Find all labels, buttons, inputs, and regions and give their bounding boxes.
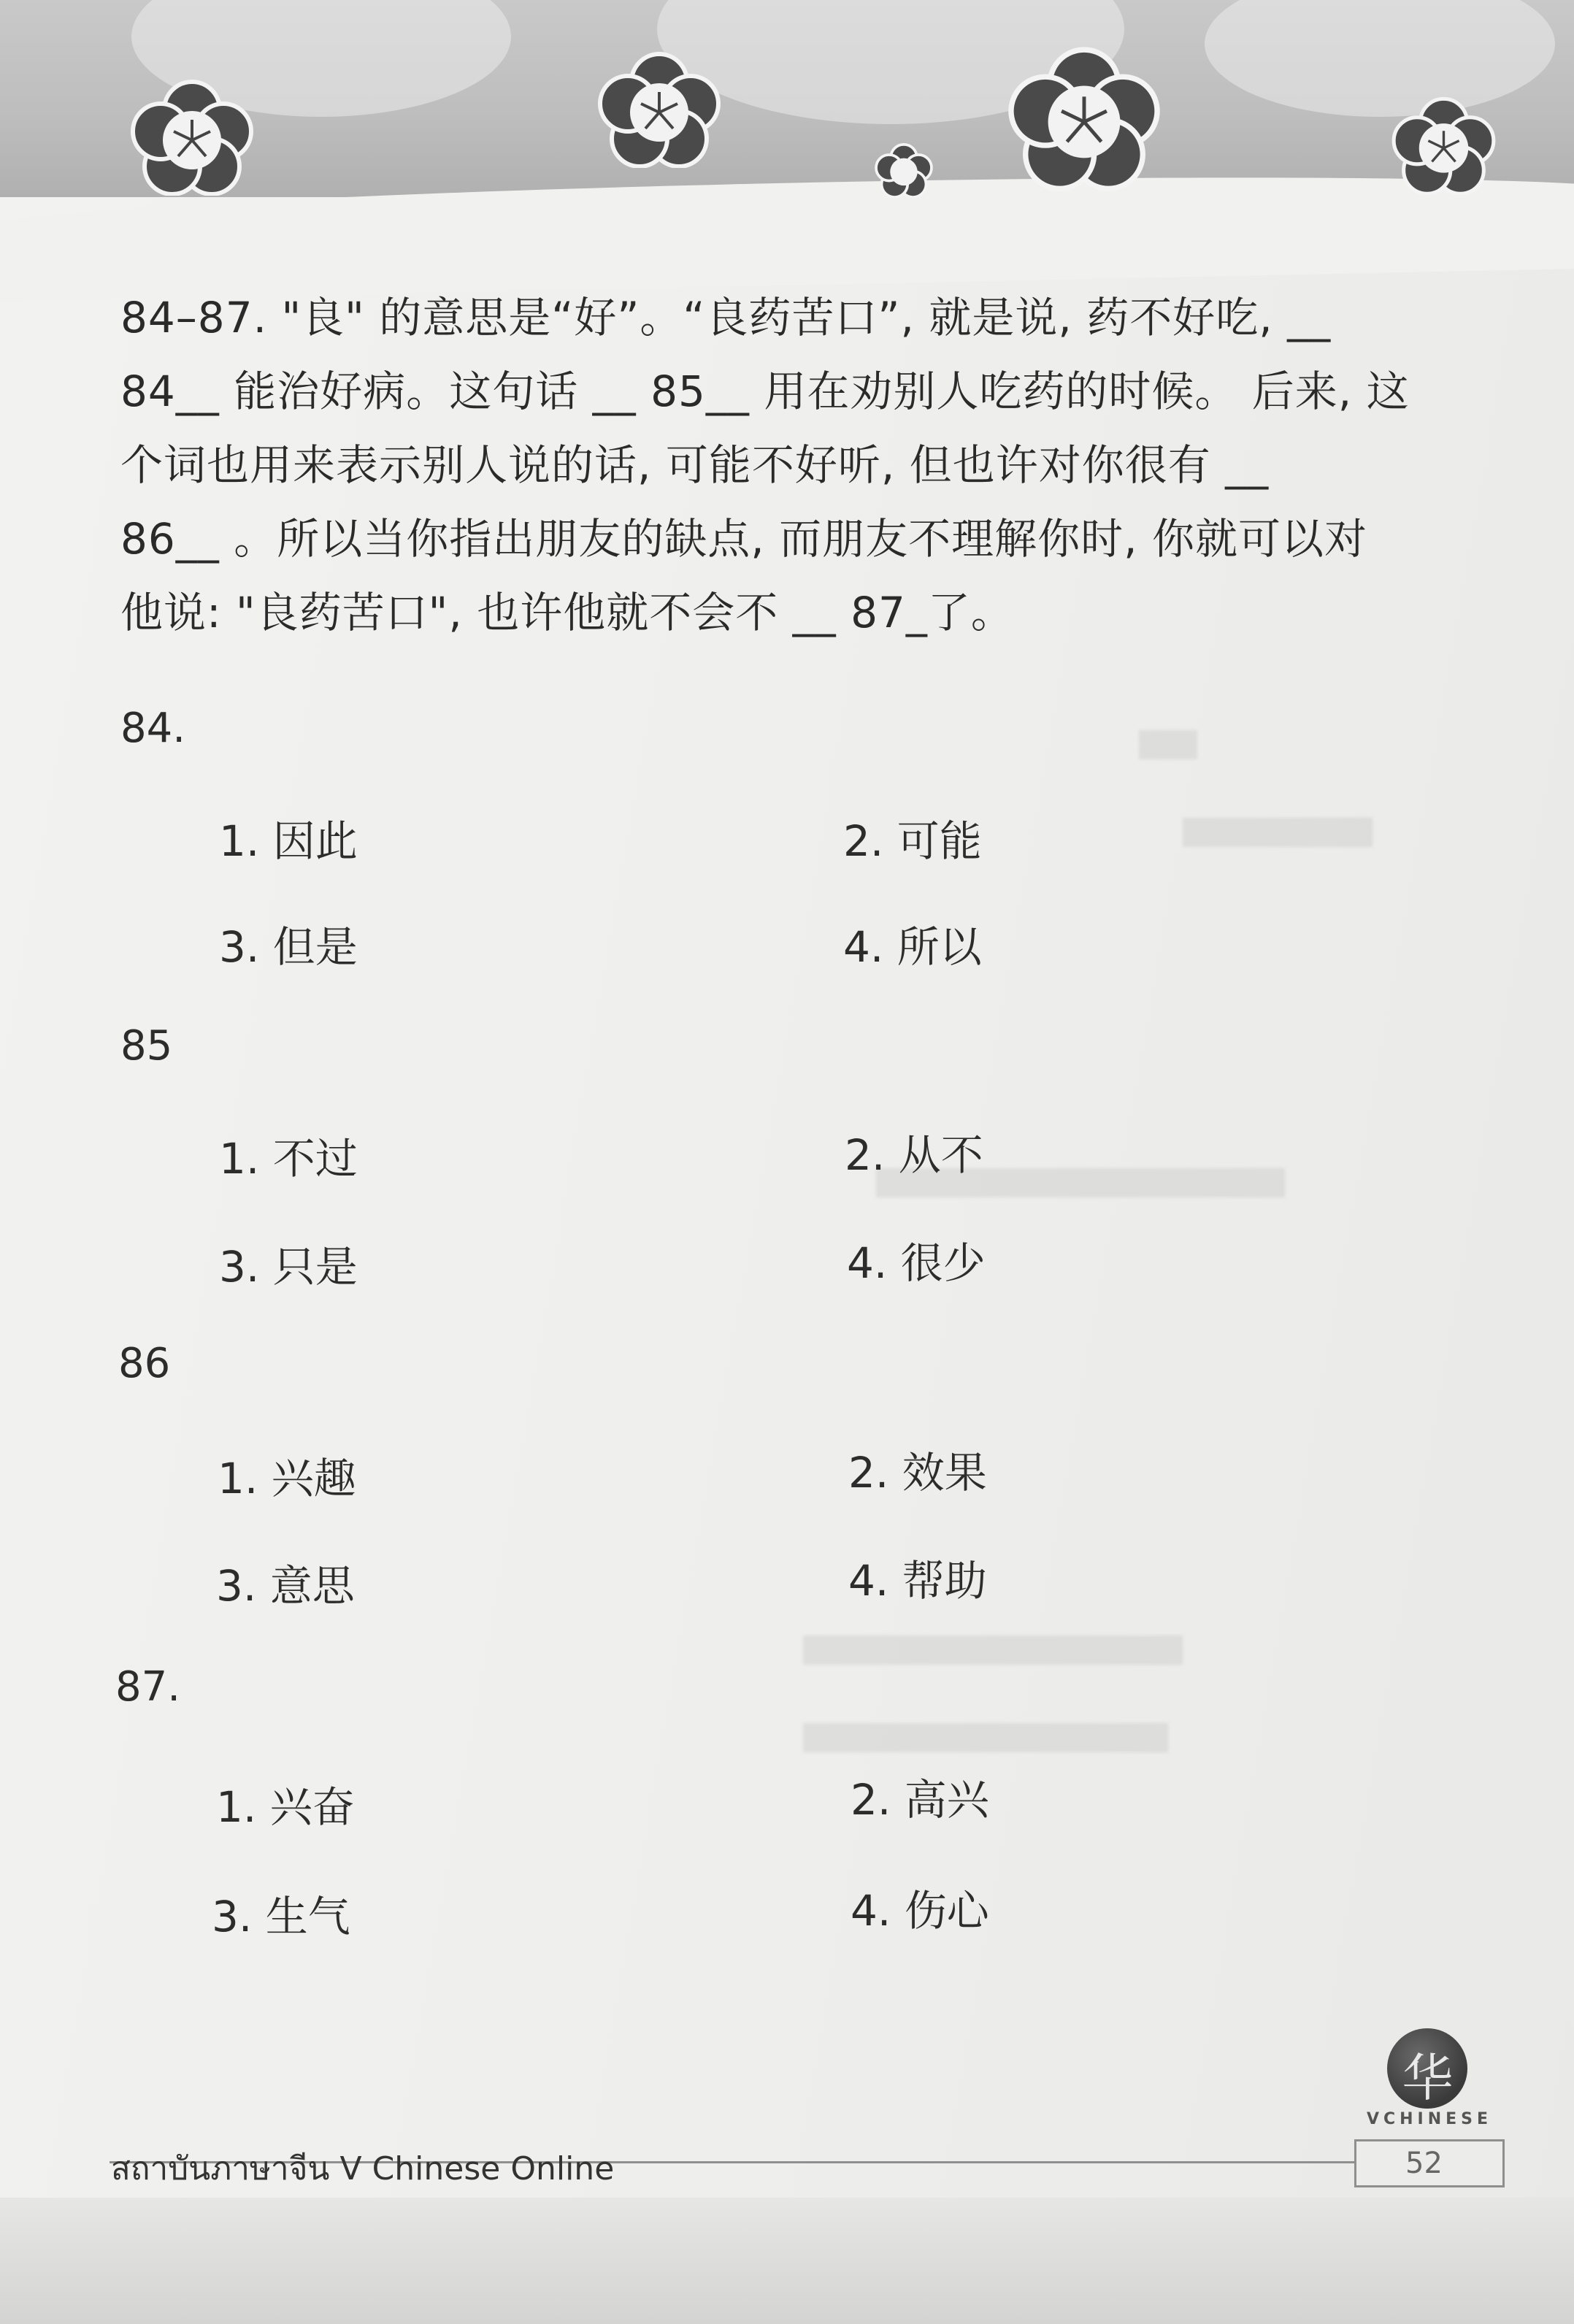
answer-option[interactable]: 2. 从不 xyxy=(845,1130,983,1180)
plum-blossom-icon xyxy=(875,143,933,198)
answer-option[interactable]: 2. 可能 xyxy=(843,816,982,866)
answer-option[interactable]: 4. 很少 xyxy=(847,1238,986,1288)
vchinese-logo-text: VCHINESE xyxy=(1366,2110,1493,2128)
page-bottom-edge xyxy=(0,2198,1574,2324)
passage-line: 84__ 能治好病。这句话 __ 85__ 用在劝别人吃药的时候。 后来, 这 xyxy=(120,367,1410,416)
reading-passage xyxy=(120,281,1410,650)
answer-option[interactable]: 1. 兴趣 xyxy=(218,1454,356,1503)
page-number: 52 xyxy=(1405,2147,1443,2180)
answer-option[interactable]: 3. 只是 xyxy=(219,1242,358,1292)
answer-option[interactable]: 4. 所以 xyxy=(843,922,982,972)
question-number: 85 xyxy=(120,1022,173,1070)
vchinese-logo-glyph: 华 xyxy=(1402,2048,1454,2108)
footer-institute-name: สถาบันภาษาจีน V Chinese Online xyxy=(111,2150,615,2187)
passage-line: 84–87. "良" 的意思是“好”。“良药苦口”, 就是说, 药不好吃, __ xyxy=(120,293,1332,342)
answer-option[interactable]: 3. 意思 xyxy=(216,1561,355,1611)
passage-line: 个词也用来表示别人说的话, 可能不好听, 但也许对你很有 __ xyxy=(120,440,1270,490)
plum-blossom-icon xyxy=(1007,45,1161,191)
answer-option[interactable]: 2. 高兴 xyxy=(851,1775,989,1825)
plum-blossom-icon xyxy=(130,79,254,196)
passage-line: 他说: "良药苦口", 也许他就不会不 __ 87_了。 xyxy=(120,588,1014,637)
answer-option[interactable]: 1. 兴奋 xyxy=(216,1782,355,1832)
question-number: 84. xyxy=(120,705,186,752)
question-number: 87. xyxy=(115,1663,181,1711)
answer-option[interactable]: 3. 生气 xyxy=(212,1892,350,1941)
answer-option[interactable]: 2. 效果 xyxy=(848,1448,987,1497)
plum-blossom-icon xyxy=(597,51,721,168)
question-number: 86 xyxy=(118,1340,171,1387)
passage-line: 86__ 。所以当你指出朋友的缺点, 而朋友不理解你时, 你就可以对 xyxy=(120,514,1367,564)
answer-option[interactable]: 3. 但是 xyxy=(219,922,358,972)
plum-blossom-icon xyxy=(1391,96,1497,195)
answer-option[interactable]: 4. 帮助 xyxy=(848,1556,987,1606)
answer-option[interactable]: 1. 不过 xyxy=(219,1134,358,1184)
answer-option[interactable]: 1. 因此 xyxy=(219,816,358,866)
answer-option[interactable]: 4. 伤心 xyxy=(851,1886,989,1936)
